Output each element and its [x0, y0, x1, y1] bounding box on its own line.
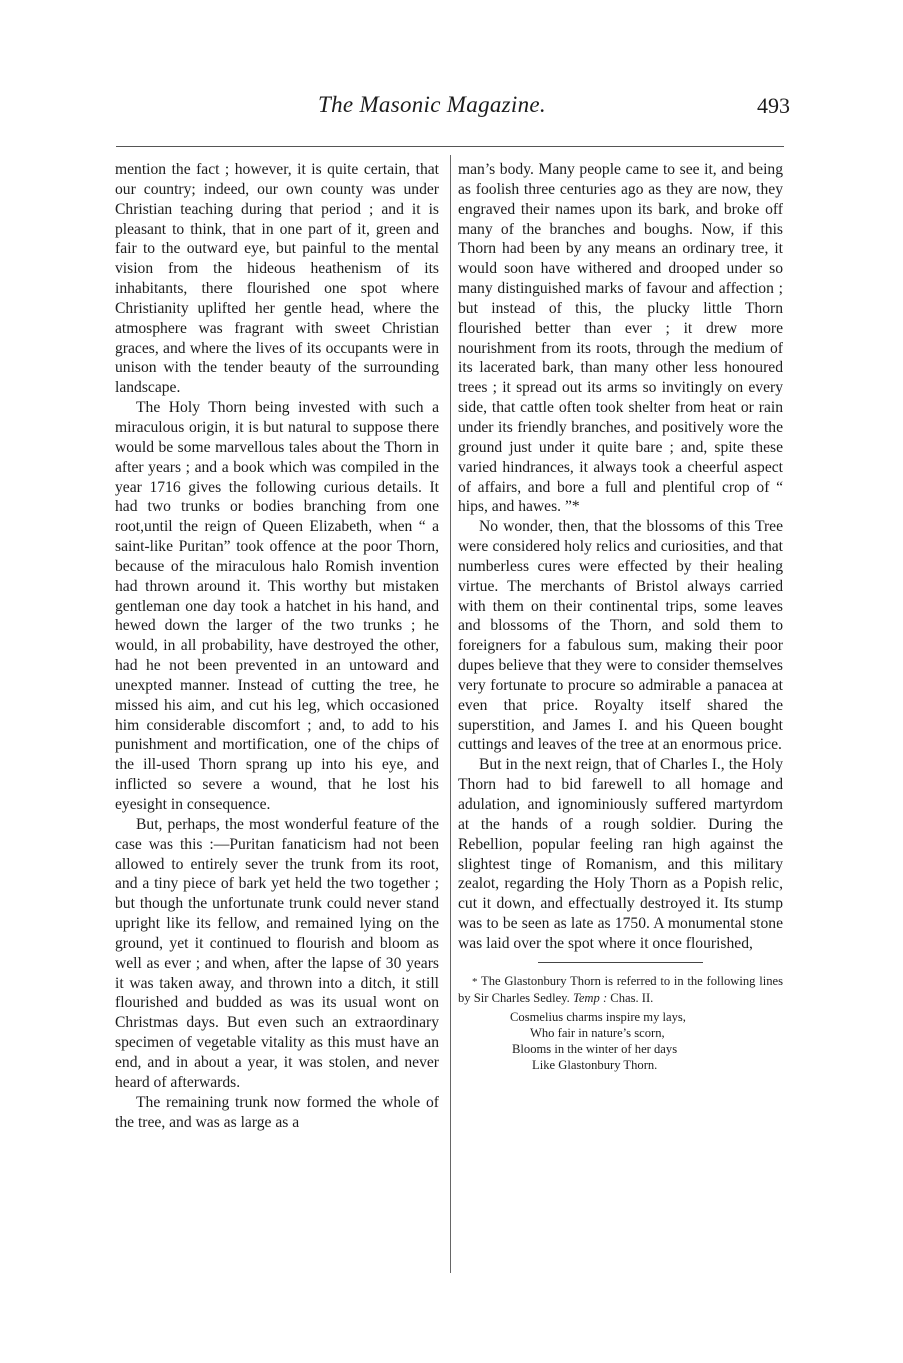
magazine-title: The Masonic Magazine. [318, 92, 546, 117]
footnote-body: The Glastonbury Thorn is referred to in the following lines by Sir Charles Sedley. [458, 973, 783, 1005]
footnote-verse [458, 1009, 783, 1073]
verse-line: Cosmelius charms inspire my lays, [510, 1009, 686, 1024]
verse-line: Like Glastonbury Thorn. [532, 1057, 658, 1072]
column-divider [450, 155, 451, 1273]
left-column [115, 160, 439, 1132]
paragraph: man’s body. Many people came to see it, and being as foolish three centuries ago as they are now, they engraved their names upon its bark, and broke off many of the branches and boughs. Now, if this Thorn had been by any means an ordinary tree, it would soon have withered and drooped under so many distinguished marks of favour and affection ; but instead of this, the plucky little Thorn flourished better than ever ; it drew more nourishment from its roots, through the medium of its lacerated bark, than many other less honoured trees ; it spread out its arms so invitingly on every side, that cattle often took shelter from heat or rain under its friendly branches, and positively wore the ground just under it quite bare ; and, spite these varied hindrances, it always took a cheerful aspect of affairs, and bore a full and plentiful crop of “ hips, and hawes. ”* [458, 161, 783, 516]
footnote-marker: * [472, 975, 478, 988]
footnote-text [458, 973, 783, 1006]
verse-line: Who fair in nature’s scorn, [530, 1025, 665, 1040]
footnote-temp: Temp : [572, 990, 608, 1005]
paragraph: But, perhaps, the most wonderful feature of the case was this :—Puritan fanaticism had not been allowed to entirely sever the trunk from its root, and a tiny piece of bark yet held the two together ; but though the unfortunate trunk could never stand upright like its fellow, and remained lying on the ground, yet it continued to flourish and bloom as well as ever ; and when, after the lapse of 30 years it was taken away, and thrown into a ditch, it still flourished and budded as was its usual wont on Christmas days. But even such an extraordinary specimen of vegetable vitality as this must have an end, and in about a year, it was stolen, and never heard of afterwards. [115, 815, 439, 1091]
paragraph: No wonder, then, that the blossoms of this Tree were considered holy relics and curiosities, and that numberless cures were effected by their healing virtue. The merchants of Bristol always carried with them on their continental trips, some leaves and blossoms of the Thorn, and sold them to foreigners for a fabulous sum, making their poor dupes believe that they were to consider themselves very fortunate to procure so admirable a panacea at even that price. Royalty itself shared the superstition, and James I. and his Queen bought cuttings and leaves of the tree at an enormous price. [458, 518, 783, 754]
footnote-reign: Chas. II. [610, 990, 654, 1005]
paragraph: The Holy Thorn being invested with such a miraculous origin, it is but natural to suppose there would be some marvellous tales about the Thorn in after years ; and a book which was compiled in the year 1716 gives the following curious details. It had two trunks or bodies branching from one root,until the reign of Queen Elizabeth, when “ a saint-like Puritan” took offence at the poor Thorn, because of the miraculous halo Romish invention had thrown around it. This worthy but mistaken gentleman one day took a hatchet in his hand, and hewed down the larger of the two trunks ; he would, in all probability, have destroyed the other, had he not been prevented in an untoward and unexpted manner. Instead of cutting the tree, he missed his aim, and cut his leg, which occasioned him considerable discomfort ; and, to add to his punishment and mortification, one of the chips of the ill-used Thorn sprang up into his eye, and inflicted so severe a wound, that he lost his eyesight in consequence. [115, 399, 439, 813]
page-number: 493 [757, 93, 790, 118]
verse-line: Blooms in the winter of her days [512, 1041, 678, 1056]
header-rule [116, 146, 784, 147]
running-head [0, 92, 903, 124]
paragraph: The remaining trunk now formed the whole of the tree, and was as large as a [115, 1093, 439, 1131]
right-column [458, 160, 783, 1073]
footnote-rule [538, 962, 703, 963]
footnote [458, 973, 783, 1073]
paragraph: mention the fact ; however, it is quite certain, that our country; indeed, our own county was under Christian teaching during that period ; and it is pleasant to think, that in one part of it, green and fair to the outward eye, but painful to the mental vision from the hideous heathenism of its inhabitants, there flourished one spot where Christianity uplifted her gentle head, where the atmosphere was fragrant with sweet Christian graces, and where the lives of its occupants were in unison with the tender beauty of the surrounding landscape. [115, 161, 439, 397]
paragraph: But in the next reign, that of Charles I., the Holy Thorn had to bid farewell to all homage and adulation, and ignominiously suffered martyrdom at the hands of a rough soldier. During the Rebellion, popular feeling ran high against the slightest tinge of Romanism, and this military zealot, regarding the Holy Thorn as a Popish relic, cut it down, and effectually destroyed it. Its stump was to be seen as late as 1750. A monumental stone was laid over the spot where it once flourished, [458, 756, 783, 952]
